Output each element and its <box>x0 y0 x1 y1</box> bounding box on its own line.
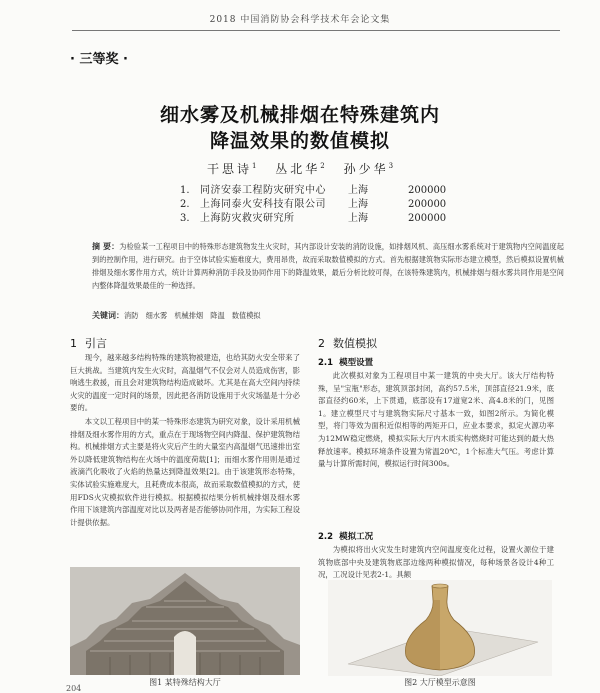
author: 干思诗$^1$ <box>206 162 257 176</box>
affiliation-1: 1. 同济安泰工程防灾研究中心 上海 200000 <box>180 185 447 196</box>
keywords-label: 关键词： <box>92 311 124 320</box>
abstract-label: 摘 要： <box>92 242 120 251</box>
section2-2-paragraph: 为模拟将出火灾发生时建筑内空间温度变化过程，设置火源位于建筑物底部中央及建筑物底部边缘两种模拟情况，每种场景各设计4种工况，工况设计见表2-1。具额 <box>318 545 554 580</box>
keywords <box>92 310 564 321</box>
running-head: 2018 中国消防协会科学技术年会论文集 <box>209 15 391 25</box>
vase-model-illustration <box>328 580 552 676</box>
affiliation-2: 2. 上海同泰火安科技有限公司 上海 200000 <box>180 199 447 210</box>
abstract <box>92 240 564 292</box>
section-heading-1: 1 引言 <box>70 337 107 350</box>
section-heading-2: 2 数值模拟 <box>318 337 377 350</box>
section1-paragraph-1: 现今，越来越多结构特殊的建筑物被建造，也给其防火安全带来了巨大挑战。当建筑内发生火灾时，高温烟气不仅会对人员造成伤害，影响逃生救援，而且会对建筑物结构造成破坏。尤其是在高大空间内持续火灾的温度一定时间的场景，因此把各消防设施用于火灾场温是十分必要的。 <box>70 353 300 413</box>
figure-1 <box>70 567 300 675</box>
section1-paragraph-2: 本文以工程项目中的某一特殊形态建筑为研究对象，设计采用机械排烟及细水雾作用的方式，重点在于现场物空间内降温、保护建筑物结构。机械排烟方式主要是将火灾后产生的大量室内高温烟气迅速排出室外以降低建筑物结构在火场中的温度荷载[1]；而细水雾作用则是通过液滴汽化吸收了火焰的热量达到降温效果[2]。由于该建筑形态特殊，实体试验实施难度大，且耗费成本很高，故而采取数值模拟的方式，使用FDS火灾模拟软件进行模拟。根据模拟结果分析机械排烟及细水雾作用下该建筑内部温度对比以及两者是否能够协同作用，为实际工程设计提供依据。 <box>70 417 300 527</box>
page-number: 204 <box>66 684 82 693</box>
author: 丛北华$^2$ <box>275 162 325 176</box>
abstract-text: 为检验某一工程项目中的特殊形态建筑物发生火灾时，其内部设计安装的消防设施，如排烟风机、高压细水雾系统对于建筑物内空间温度起到的控制作用，进行研究。由于空体试验实施难度大，费用昂贵，故而采取数值模拟的方式。首先根据建筑物实际形态建立模型，然后模拟设置机械排烟及细水雾作用方式，统计计算两种消防手段及协同作用下的降温效果，最后分析比较可得，在该特殊建筑内，机械排烟与细水雾共同作用是空间内整体降温效果最佳的一种选择。 <box>92 242 564 290</box>
author: 孙少华$^3$ <box>343 162 394 176</box>
subsection-heading-2-2: 2.2 模拟工况 <box>318 532 374 542</box>
header-rule <box>72 30 560 31</box>
section2-1-paragraph: 此次模拟对象为工程项目中某一建筑的中央大厅。该大厅结构特殊，呈"宝瓶"形态，建筑顶部封闭，高约57.5米，顶部直径21.9米，底部直径约60米，上下贯通，底部设有17道宽2米、高4.8米的门，见图1。建立模型尺寸与建筑物实际尺寸基本一致，如图2所示。为简化模型，将门等效为面积近似相等的两矩开口，应业本要求，拟定火源功率为12MW稳定燃烧，模拟实际大厅内木质实构燃烧时可能达到的最大热释放速率。模拟环境条件设置为常温20℃，1个标准大气压。考虑计算量与计算所需时间，模拟运行时间300s。 <box>318 371 554 469</box>
figure-2-caption: 图2 大厅模型示意图 <box>404 678 476 687</box>
figure-1-caption: 图1 某特殊结构大厅 <box>149 678 221 687</box>
figure-2 <box>328 580 552 676</box>
keywords-text: 消防 细水雾 机械排烟 降温 数值模拟 <box>124 311 261 320</box>
paper-title-line2: 降温效果的数值模拟 <box>209 130 390 152</box>
affiliation-3: 3. 上海防灾救灾研究所 上海 200000 <box>180 213 447 224</box>
author-list <box>0 160 600 177</box>
award-label: · 三等奖 · <box>70 52 128 67</box>
paper-title-line1: 细水雾及机械排烟在特殊建筑内 <box>159 104 440 126</box>
hall-photo-illustration <box>70 567 300 675</box>
subsection-heading-2-1: 2.1 模型设置 <box>318 358 374 368</box>
